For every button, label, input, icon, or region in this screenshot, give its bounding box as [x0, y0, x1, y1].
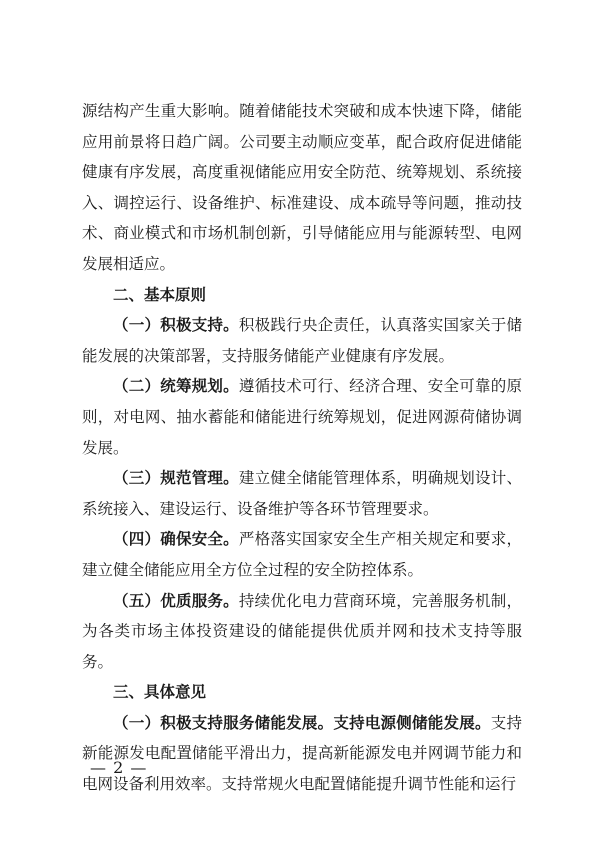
document-body	[82, 96, 522, 800]
principle-text-2: 遵循技术可行、经济合理、安全可靠的原则，对电网、抽水蓄能和储能进行统筹规划，促进网源荷储协调发展。	[82, 377, 522, 457]
principle-lead-1: （一）积极支持。	[113, 315, 239, 335]
principle-paragraph-4	[82, 524, 522, 585]
intro-paragraph: 源结构产生重大影响。随着储能技术突破和成本快速下降，储能应用前景将日趋广阔。公司要主动顺应变革，配合政府促进储能健康有序发展，高度重视储能应用安全防范、统筹规划、系统接入、调控运行、设备维护、标准建设、成本疏导等问题，推动技术、商业模式和市场机制创新，引导储能应用与能源转型、电网发展相适应。	[82, 102, 522, 273]
section-heading-basic-principles: 二、基本原则	[113, 285, 207, 304]
page-number: — 2 —	[90, 758, 148, 777]
section-heading-specific-opinions: 三、具体意见	[113, 683, 207, 702]
principle-lead-5: （五）优质服务。	[113, 590, 239, 610]
principle-paragraph-2	[82, 371, 522, 463]
principle-paragraph-1	[82, 310, 522, 371]
principle-text-1: 积极践行央企责任，认真落实国家关于储能发展的决策部署，支持服务储能产业健康有序发展。	[82, 316, 522, 365]
principle-lead-3: （三）规范管理。	[113, 468, 239, 488]
principle-text-3: 建立健全储能管理体系，明确规划设计、系统接入、建设运行、设备维护等各环节管理要求。	[82, 469, 522, 518]
opinion-lead-1: （一）积极支持服务储能发展。支持电源侧储能发展。	[113, 712, 491, 732]
principle-text-4: 严格落实国家安全生产相关规定和要求，建立健全储能应用全方位全过程的安全防控体系。	[82, 530, 522, 579]
principle-lead-2: （二）统筹规划。	[113, 376, 239, 396]
principle-paragraph-3	[82, 463, 522, 524]
principle-text-5: 持续优化电力营商环境，完善服务机制，为各类市场主体投资建设的储能提供优质并网和技术支持等服务。	[82, 591, 522, 671]
principle-paragraph-5	[82, 586, 522, 678]
opinion-text-1: 支持新能源发电配置储能平滑出力，提高新能源发电并网调节能力和电网设备利用效率。支持常规火电配置储能提升调节性能和运行	[82, 713, 522, 794]
principle-lead-4: （四）确保安全。	[113, 529, 239, 549]
opinion-paragraph-1	[82, 708, 522, 800]
